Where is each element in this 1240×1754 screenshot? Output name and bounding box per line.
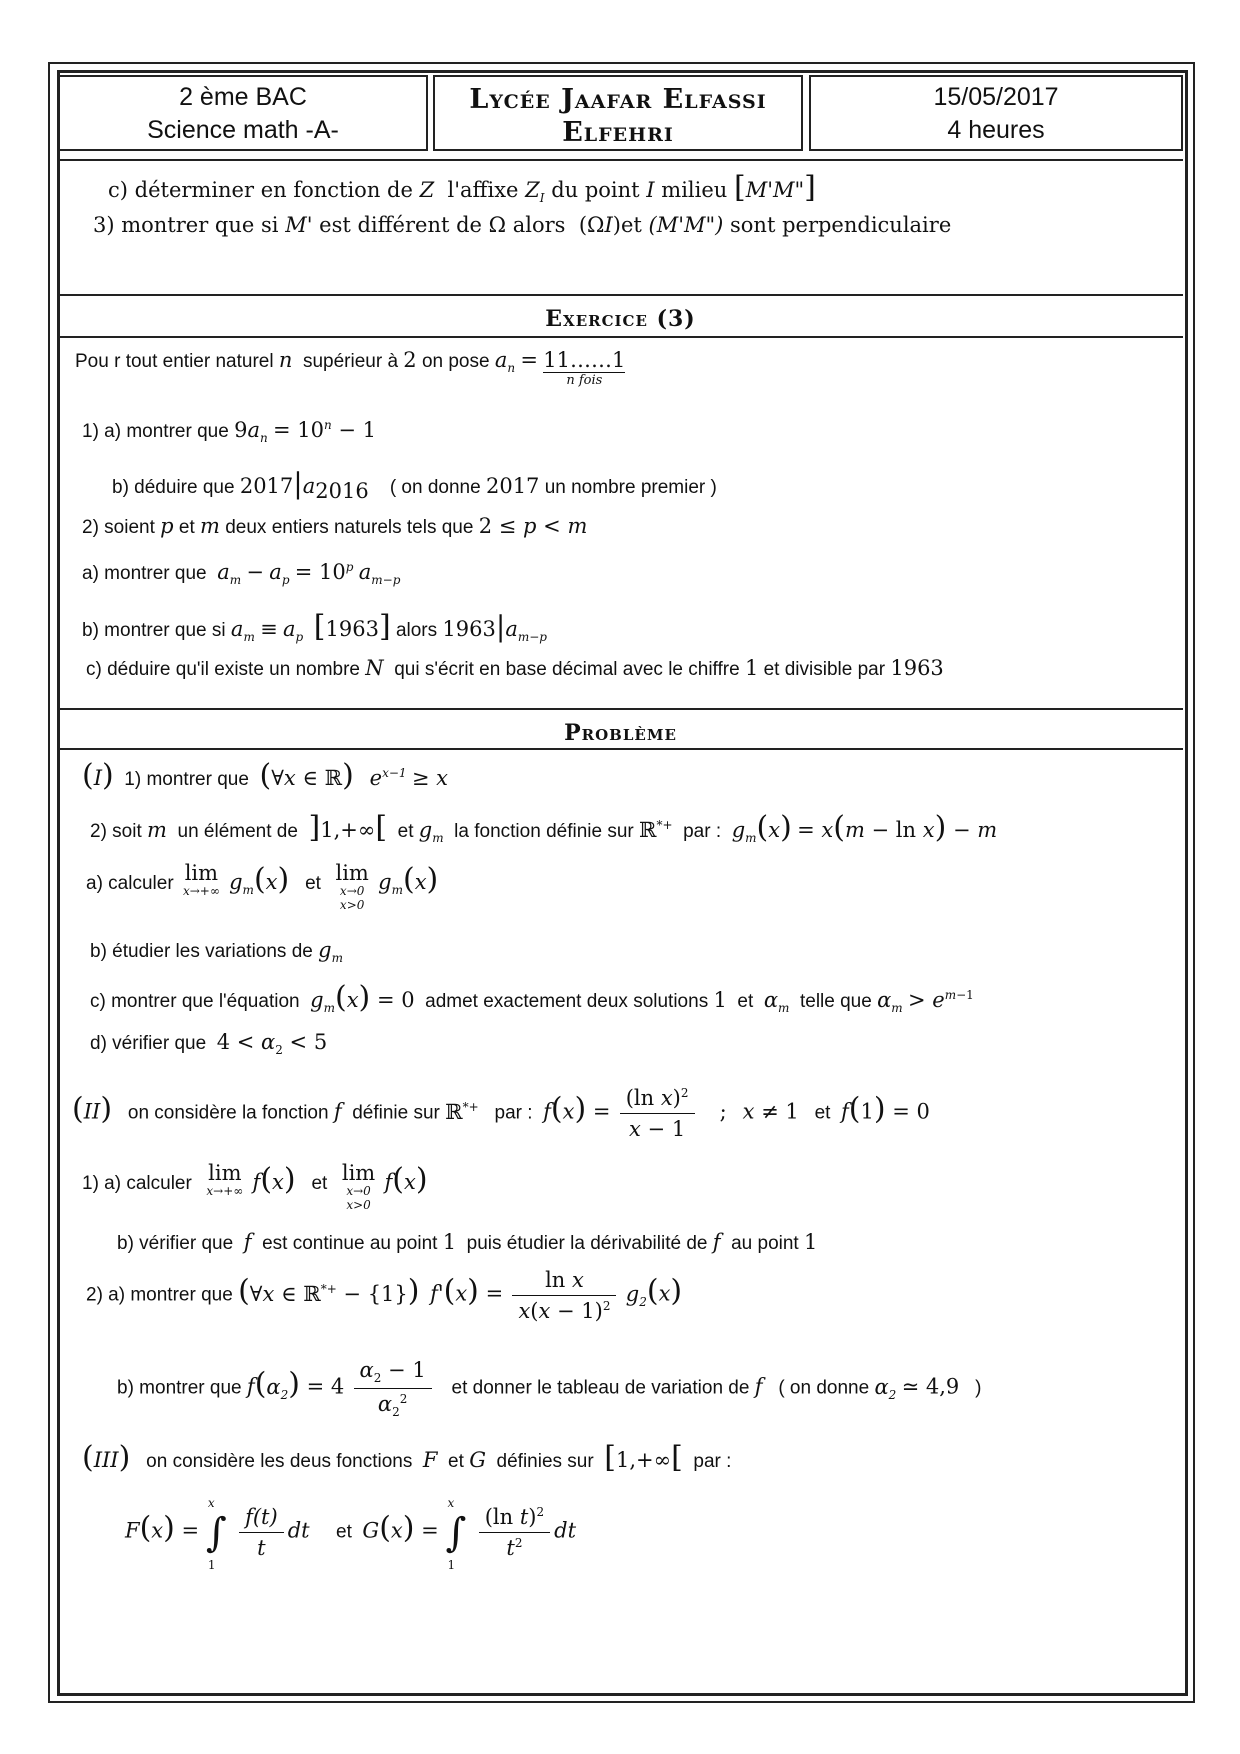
class-info-box bbox=[58, 75, 428, 151]
ex3-q1a: 1) a) montrer que $9a_n = 10^n - 1$ bbox=[82, 418, 377, 446]
prob-II-q2a: 2) a) montrer que (∀x ∈ ℝ*+ − {1}) f'(x) = $\frac{\text{ln x}}{x(x - 1)^2}$ $g_2(x)$ bbox=[86, 1268, 683, 1323]
section-divider bbox=[58, 708, 1183, 710]
ex3-intro: Pou r tout entier naturel n supérieur à 2 on pose $a_n$ = 11……1 n fois bbox=[75, 348, 626, 388]
school-box bbox=[433, 75, 803, 151]
section-divider bbox=[58, 294, 1183, 296]
prob-II-q1b: b) vérifier que f est continue au point 1 puis étudier la dérivabilité de f au point 1 bbox=[117, 1230, 818, 1254]
exam-date: 15/05/2017 bbox=[933, 83, 1059, 111]
ex3-q2b: b) montrer que si $a_m \equiv a_p$ [1963] alors $1963|a_{m-p}$ bbox=[82, 609, 547, 645]
problem-title: Problème bbox=[564, 720, 677, 746]
class-stream: Science math -A- bbox=[147, 116, 339, 144]
date-box bbox=[809, 75, 1183, 151]
prob-I-d: d) vérifier que $4 < \alpha_2 < 5$ bbox=[90, 1030, 328, 1058]
school-name-2: Elfehri bbox=[562, 117, 674, 148]
prob-I-q1: (I) 1) montrer que (∀x ∈ ℝ) $e^{x-1} \ge x$ bbox=[82, 758, 448, 793]
section-divider bbox=[58, 748, 1183, 750]
ex3-q1b: b) déduire que $2017|a_{2016}$ ( on donne 2017 un nombre premier ) bbox=[112, 467, 717, 503]
prob-II-intro: (II) on considère la fonction f définie sur ℝ*+ par : f(x) = $\frac{(\ln x)^2}{x - 1}$ ; x ≠ 1 et f(1) = 0 bbox=[72, 1086, 930, 1141]
ex3-q2a: a) montrer que $a_m - a_p = 10^p$ $a_{m-p}$ bbox=[82, 560, 401, 588]
class-level: 2 ème BAC bbox=[179, 83, 307, 111]
header-divider bbox=[58, 159, 1183, 161]
prob-I-c: c) montrer que l'équation $g_m(x) = 0$ admet exactement deux solutions 1 et $\alpha_m$ telle que $\alpha_m > e^{m-1}$ bbox=[90, 980, 974, 1016]
exercise-3-title: Exercice (3) bbox=[545, 306, 696, 332]
question-c: c) déterminer en fonction de Z l'affixe $Z_I$ du point I milieu [M'M"] bbox=[108, 170, 816, 206]
prob-I-b: b) étudier les variations de $g_m$ bbox=[90, 938, 343, 966]
question-3: 3) montrer que si M' est différent de Ω alors (ΩI)et (M'M") sont perpendiculaire bbox=[93, 213, 952, 237]
prob-II-q2b: b) montrer que $f(\alpha_2) = 4$ $\frac{\alpha_2 - 1}{\alpha_2^2}$ et donner le tableau de variation de f ( on donne $\alpha_2$ ≃ 4,9 ) bbox=[117, 1358, 982, 1420]
prob-III-definitions: F(x) = ∫ x 1 $\frac{f(t)}{t}$ dt et G(x) = ∫ x 1 $\frac{(\ln t)^2}{t^2}$ dt bbox=[125, 1495, 577, 1572]
ex3-q2c: c) déduire qu'il existe un nombre N qui s'écrit en base décimal avec le chiffre 1 et divisible par 1963 bbox=[86, 656, 944, 680]
ex3-q2: 2) soient p et m deux entiers naturels tels que 2 ≤ p < m bbox=[82, 514, 588, 538]
prob-I-q2: 2) soit m un élément de ]1,+∞[ et $g_m$ la fonction définie sur ℝ*+ par : $g_m(x) = x(m - \ln x) - m$ bbox=[90, 810, 998, 846]
exam-duration: 4 heures bbox=[947, 116, 1045, 144]
prob-II-q1a: 1) a) calculer lim x→+∞ f(x) et lim x→0 x>0 f(x) bbox=[82, 1161, 428, 1212]
prob-I-a: a) calculer lim x→+∞ $g_m(x)$ et lim x→0 x>0 $g_m(x)$ bbox=[86, 861, 439, 912]
prob-III-intro: (III) on considère les deus fonctions F et G définies sur [1,+∞[ par : bbox=[82, 1440, 732, 1475]
school-name: Lycée Jaafar Elfassi bbox=[469, 84, 767, 115]
section-divider bbox=[58, 336, 1183, 338]
